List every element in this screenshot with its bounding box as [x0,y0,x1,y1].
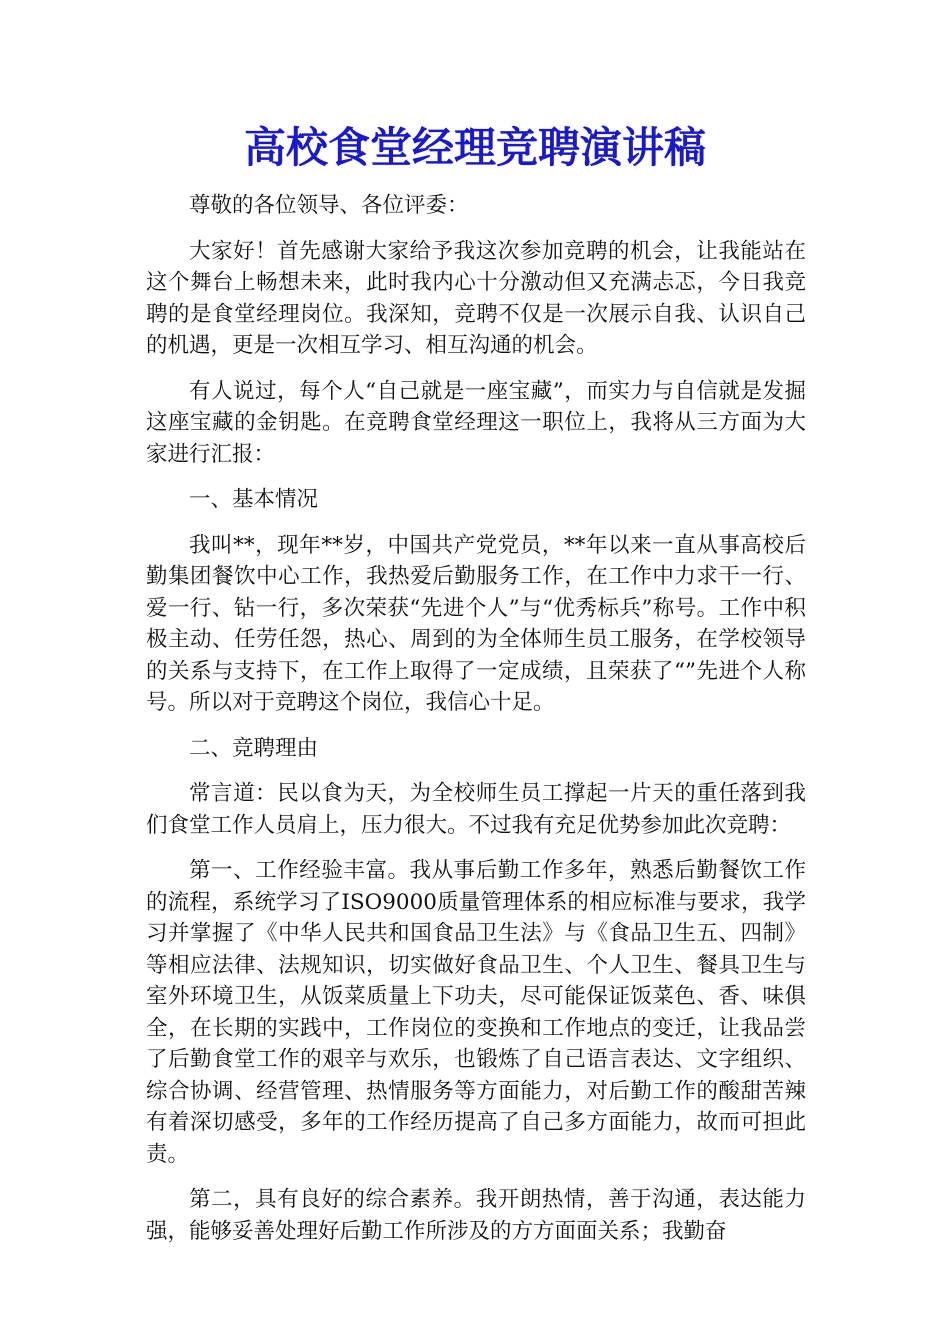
paragraph-intro: 有人说过，每个人“自己就是一座宝藏”，而实力与自信就是发掘这座宝藏的金钥匙。在竞聘食堂经理这一职位上，我将从三方面为大家进行汇报： [146,378,806,467]
paragraph-reason-qualities: 第二，具有良好的综合素养。我开朗热情，善于沟通，表达能力强，能够妥善处理好后勤工作所涉及的方方面面关系；我勤奋 [146,1187,806,1244]
paragraph-reasons-intro: 常言道：民以食为天，为全校师生员工撑起一片天的重任落到我们食堂工作人员肩上，压力很大。不过我有充足优势参加此次竞聘： [146,781,806,838]
paragraph-reason-experience: 第一、工作经验丰富。我从事后勤工作多年，熟悉后勤餐饮工作的流程，系统学习了ISO9000质量管理体系的相应标准与要求，我学习并掌握了《中华人民共和国食品卫生法》与《食品卫生五、四制》等相应法律、法规知识，切实做好食品卫生、个人卫生、餐具卫生与室外环境卫生，从饭菜质量上下功夫，尽可能保证饭菜色、香、味俱全，在长期的实践中，工作岗位的变换和工作地点的变迁，让我品尝了后勤食堂工作的艰辛与欢乐，也锻炼了自己语言表达、文字组织、综合协调、经营管理、热情服务等方面能力，对后勤工作的酸甜苦辣有着深切感受，多年的工作经历提高了自己多方面能力，故而可担此责。 [146,858,806,1167]
document-body [146,190,806,1261]
paragraph-greeting: 大家好！首先感谢大家给予我这次参加竞聘的机会，让我能站在这个舞台上畅想未来，此时我内心十分激动但又充满忐忑，今日我竞聘的是食堂经理岗位。我深知，竞聘不仅是一次展示自我、认识自己的机遇，更是一次相互学习、相互沟通的机会。 [146,238,806,358]
paragraph-basic-info: 我叫**，现年**岁，中国共产党党员，**年以来一直从事高校后勤集团餐饮中心工作，我热爱后勤服务工作，在工作中力求干一行、爱一行、钻一行，多次荣获“先进个人”与“优秀标兵”称号。工作中积极主动、任劳任怨，热心、周到的为全体师生员工服务，在学校领导的关系与支持下，在工作上取得了一定成绩，且荣获了“”先进个人称号。所以对于竞聘这个岗位，我信心十足。 [146,532,806,715]
section-heading-reasons: 二、竞聘理由 [189,735,319,761]
document-title: 高校食堂经理竞聘演讲稿 [243,123,706,172]
section-heading-basic-info: 一、基本情况 [189,487,319,512]
salutation: 尊敬的各位领导、各位评委： [189,193,469,218]
